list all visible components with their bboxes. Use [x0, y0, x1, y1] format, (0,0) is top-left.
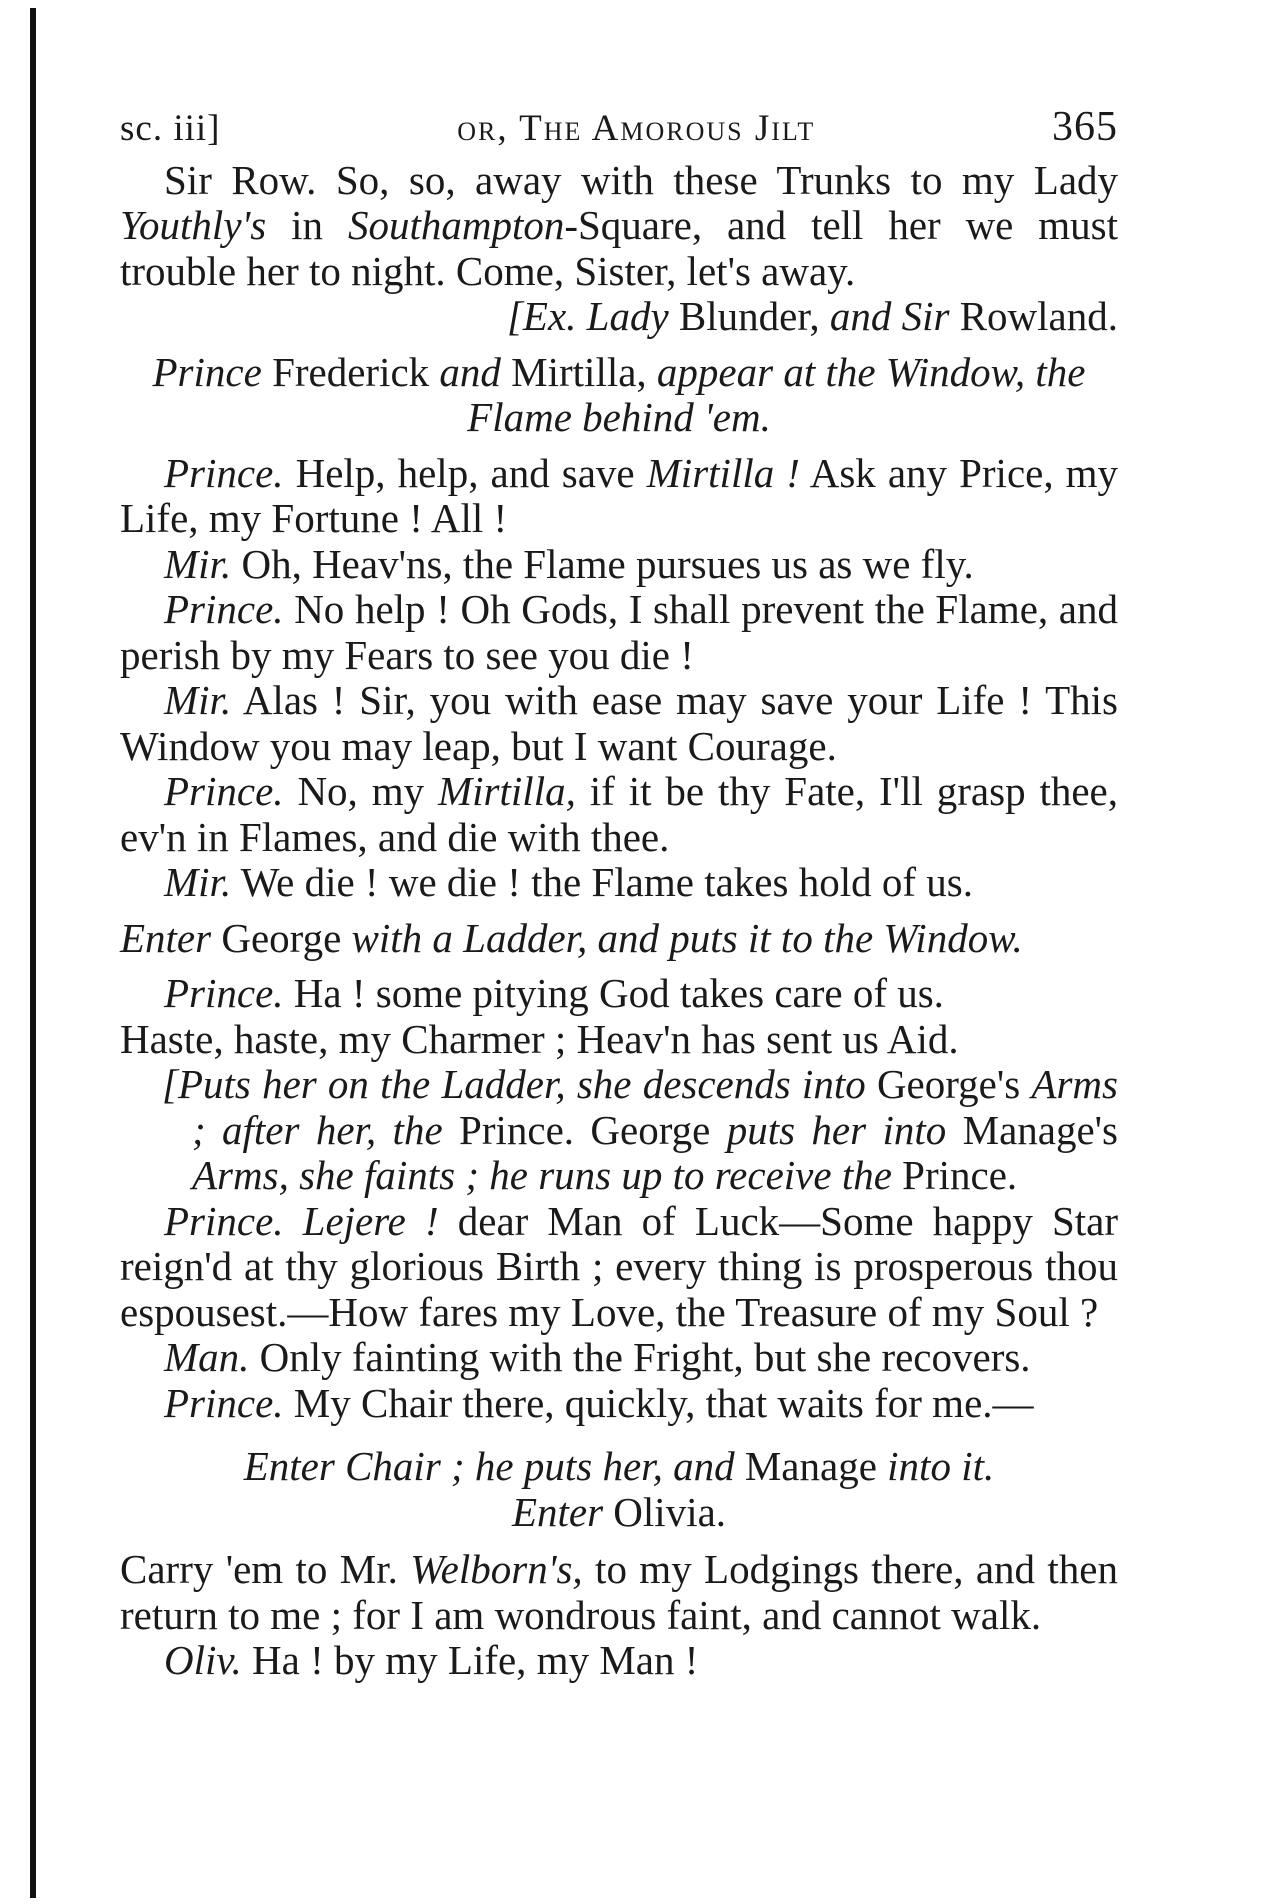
speaker: Mir. [164, 859, 232, 905]
speech-olivia: Oliv. Ha ! by my Life, my Man ! [164, 1637, 699, 1683]
section-marker: sc. iii] [120, 108, 221, 149]
speech-mirtilla-1: Mir. Oh, Heav'ns, the Flame pursues us as we fly. [164, 540, 974, 587]
speaker: Man. [164, 1334, 250, 1380]
stage-direction-window: Prince Frederick and Mirtilla, appear at the Window, the Flame behind 'em. [152, 348, 1086, 440]
speaker: Sir Row. [164, 156, 317, 203]
speech-manage: Man. Only fainting with the Fright, but she recovers. [164, 1334, 1031, 1380]
speaker: Prince. [164, 449, 284, 496]
speech-prince-5: Prince. Lejere ! dear Man of Luck—Some happy Star reign'd at thy glorious Birth ; every thing is prosperous thou espousest.—How fares my Love, the Treasure of my Soul ? [120, 1197, 1119, 1335]
speaker: Prince. [164, 586, 284, 632]
speaker: Mir. [164, 677, 232, 723]
stage-direction-chair: Enter Chair ; he puts her, and Manage into it. [243, 1443, 995, 1489]
book-page [120, 105, 1118, 1684]
speech-prince-3: Prince. No, my Mirtilla, if it be thy Fate, I'll grasp thee, ev'n in Flames, and die with thee. [120, 768, 1119, 860]
binding-edge [30, 8, 36, 1898]
speaker: Prince. [164, 768, 284, 814]
speech-prince-1: Prince. Help, help, and save Mirtilla ! Ask any Price, my Life, my Fortune ! All ! [120, 449, 1119, 541]
speech-mirtilla-2: Mir. Alas ! Sir, you with ease may save your Life ! This Window you may leap, but I want Courage. [120, 677, 1118, 769]
running-header [120, 105, 1118, 152]
speech-mirtilla-3: Mir. We die ! we die ! the Flame takes hold of us. [164, 859, 973, 905]
page-number: 365 [1052, 104, 1118, 150]
speech-prince-4-cont: Haste, haste, my Charmer ; Heav'n has sent us Aid. [120, 1015, 959, 1062]
speech-prince-4: Prince. Ha ! some pitying God takes care of us. [164, 970, 944, 1016]
speech-sir-rowland: Sir Row. So, so, away with these Trunks to my Lady Youthly's in Southampton-Square, and tell her we must trouble her to night. Come, Sister, let's away. [120, 156, 1119, 294]
stage-direction-ladder: Enter George with a Ladder, and puts it to the Window. [120, 914, 1023, 961]
speaker: Prince. [164, 1379, 284, 1426]
stage-direction-olivia: Enter Olivia. [511, 1488, 727, 1535]
speaker: Prince. [164, 970, 284, 1016]
running-title: or, The Amorous Jilt [457, 108, 816, 149]
speech-prince-2: Prince. No help ! Oh Gods, I shall prevent the Flame, and perish by my Fears to see you die ! [120, 586, 1119, 678]
speech-prince-6: Prince. My Chair there, quickly, that waits for me.— [164, 1379, 1034, 1426]
stage-direction-descent: [Puts her on the Ladder, she descends into George's Arms ; after her, the Prince. George puts her into Manage's Arms, she faints ; he runs up to receive the Prince. [162, 1061, 1119, 1198]
stage-direction-exit: [Ex. Lady Blunder, and Sir Rowland. [506, 293, 1118, 339]
speaker: Oliv. [164, 1637, 242, 1683]
speaker: Prince. [164, 1197, 284, 1244]
speech-prince-7: Carry 'em to Mr. Welborn's, to my Lodgings there, and then return to me ; for I am wondrous faint, and cannot walk. [120, 1546, 1118, 1638]
speaker: Mir. [164, 540, 232, 587]
